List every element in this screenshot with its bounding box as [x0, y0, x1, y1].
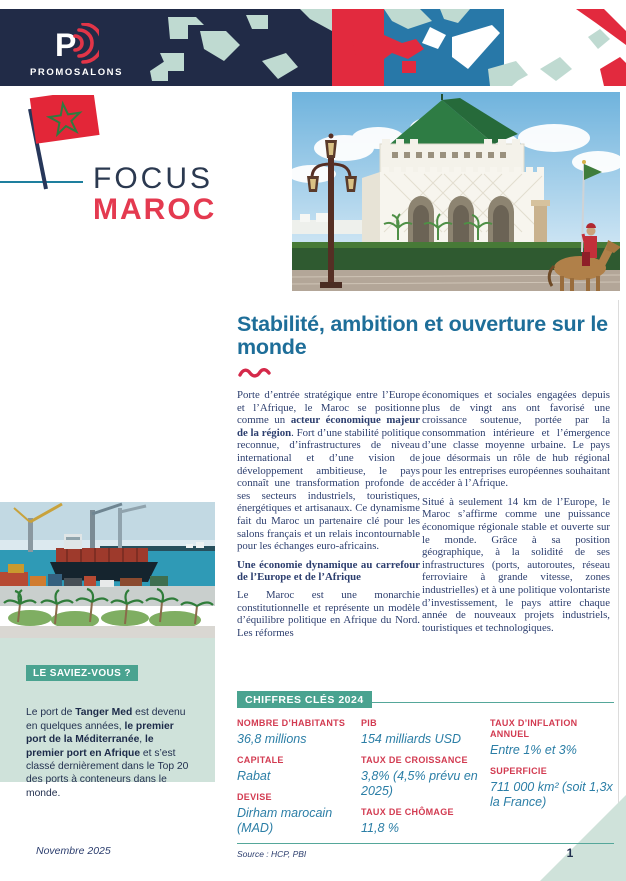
paragraph: Porte d’entrée stratégique entre l’Europe et l’Afrique, le Maroc se positionne comme un acteur économique majeur de la région. Fort d’une stabilité politique reconnue, d’infrastructures de niveau international et d’une vision de développement ambitieuse, le pays connaît une transformation profonde de ses secteurs industriels, touristiques, énergétiques et artisanaux. Ce dynamisme fait du Maroc un partenaire clé pour les salons français et un relais incontournable pour les échanges euro-africains. [237, 389, 420, 553]
brand-name: PROMOSALONS [30, 67, 124, 78]
stat-label: PIB [361, 718, 377, 728]
article-column-left [237, 389, 420, 645]
figures-column [361, 718, 481, 844]
key-figures-section [237, 690, 614, 835]
figures-column [237, 718, 355, 844]
stat-label: DEVISE [237, 792, 272, 802]
article-subhead: Une économie dynamique au carrefour de l’Europe et de l’Afrique [237, 558, 420, 584]
stat-item [237, 755, 355, 784]
cover-title-maroc: MAROC [93, 193, 217, 226]
stat-label: NOMBRE D’HABITANTS [237, 718, 346, 728]
paragraph: économiques et sociales engagées depuis plus de vingt ans ont favorisé une croissance soutenue, portée par la consommation intérieure et l’émergence d’une classe moyenne urbaine. Le pays joue désormais un rôle de hub régional pour les entreprises européennes souhaitant accéder à l’Afrique. [422, 389, 610, 490]
did-you-know-text: Le port de Tanger Med est devenu en quelques années, le premier port de la Méditerranée, le premier port en Afrique et s’est classé dernièrement dans le Top 20 des ports à conteneurs dans le monde. [26, 707, 189, 799]
stat-item [361, 755, 481, 799]
figures-column [490, 718, 614, 818]
stat-item [490, 718, 614, 758]
stat-value: Rabat [237, 769, 271, 783]
paragraph: Le Maroc est une monarchie constitutionnelle et représente un modèle d’équilibre politique en Afrique du Nord. Les réformes [237, 588, 420, 639]
stat-label: TAUX D’INFLATION ANNUEL [490, 718, 578, 739]
promosalons-logo [30, 23, 122, 78]
stat-value: Dirham marocain (MAD) [237, 806, 333, 835]
source-note: Source : HCP, PBI [237, 849, 307, 859]
page-number: 1 [566, 846, 574, 860]
key-figures-badge: CHIFFRES CLÉS 2024 [237, 691, 372, 708]
promosalons-signal-icon [53, 23, 99, 65]
stat-item [490, 766, 614, 810]
footer-rule [237, 843, 614, 844]
stat-value: Entre 1% et 3% [490, 743, 577, 757]
stat-label: TAUX DE CROISSANCE [361, 755, 468, 765]
stat-value: 3,8% (4,5% prévu en 2025) [361, 769, 478, 798]
paragraph: Situé à seulement 14 km de l’Europe, le Maroc s’affirme comme une puissance économique régionale stable et ouverte sur le monde. Grâce à sa position géographique, à la solidité de ses infrastructures (ports, autoroutes, réseau ferroviaire à grande vitesse, zones industrielles) et à une politique volontariste d’investissement, le pays attire chaque année de nouveaux projets industriels, touristiques et technologiques. [422, 495, 610, 634]
stat-label: TAUX DE CHÔMAGE [361, 807, 454, 817]
squiggle-underline-icon [238, 367, 272, 379]
stat-item [237, 792, 355, 836]
article-column-right [422, 389, 610, 640]
stat-item [361, 718, 481, 747]
article-heading: Stabilité, ambition et ouverture sur le monde [237, 312, 608, 359]
cover-title-focus: FOCUS [93, 162, 213, 195]
issue-date: Novembre 2025 [36, 845, 111, 857]
svg-text:P: P [55, 27, 77, 63]
stat-value: 154 milliards USD [361, 732, 462, 746]
header-banner [0, 9, 626, 86]
mausoleum-photo [292, 92, 620, 291]
page-edge-line [618, 300, 619, 858]
stat-item [237, 718, 355, 747]
stat-value: 36,8 millions [237, 732, 307, 746]
stat-value: 11,8 % [361, 821, 399, 835]
did-you-know-badge: LE SAVIEZ-VOUS ? [26, 665, 138, 681]
stat-value: 711 000 km² (soit 1,3x la France) [490, 780, 613, 809]
stat-item [361, 807, 481, 836]
did-you-know-box [0, 638, 215, 799]
stat-label: CAPITALE [237, 755, 284, 765]
stat-label: SUPERFICIE [490, 766, 548, 776]
port-photo [0, 502, 215, 638]
